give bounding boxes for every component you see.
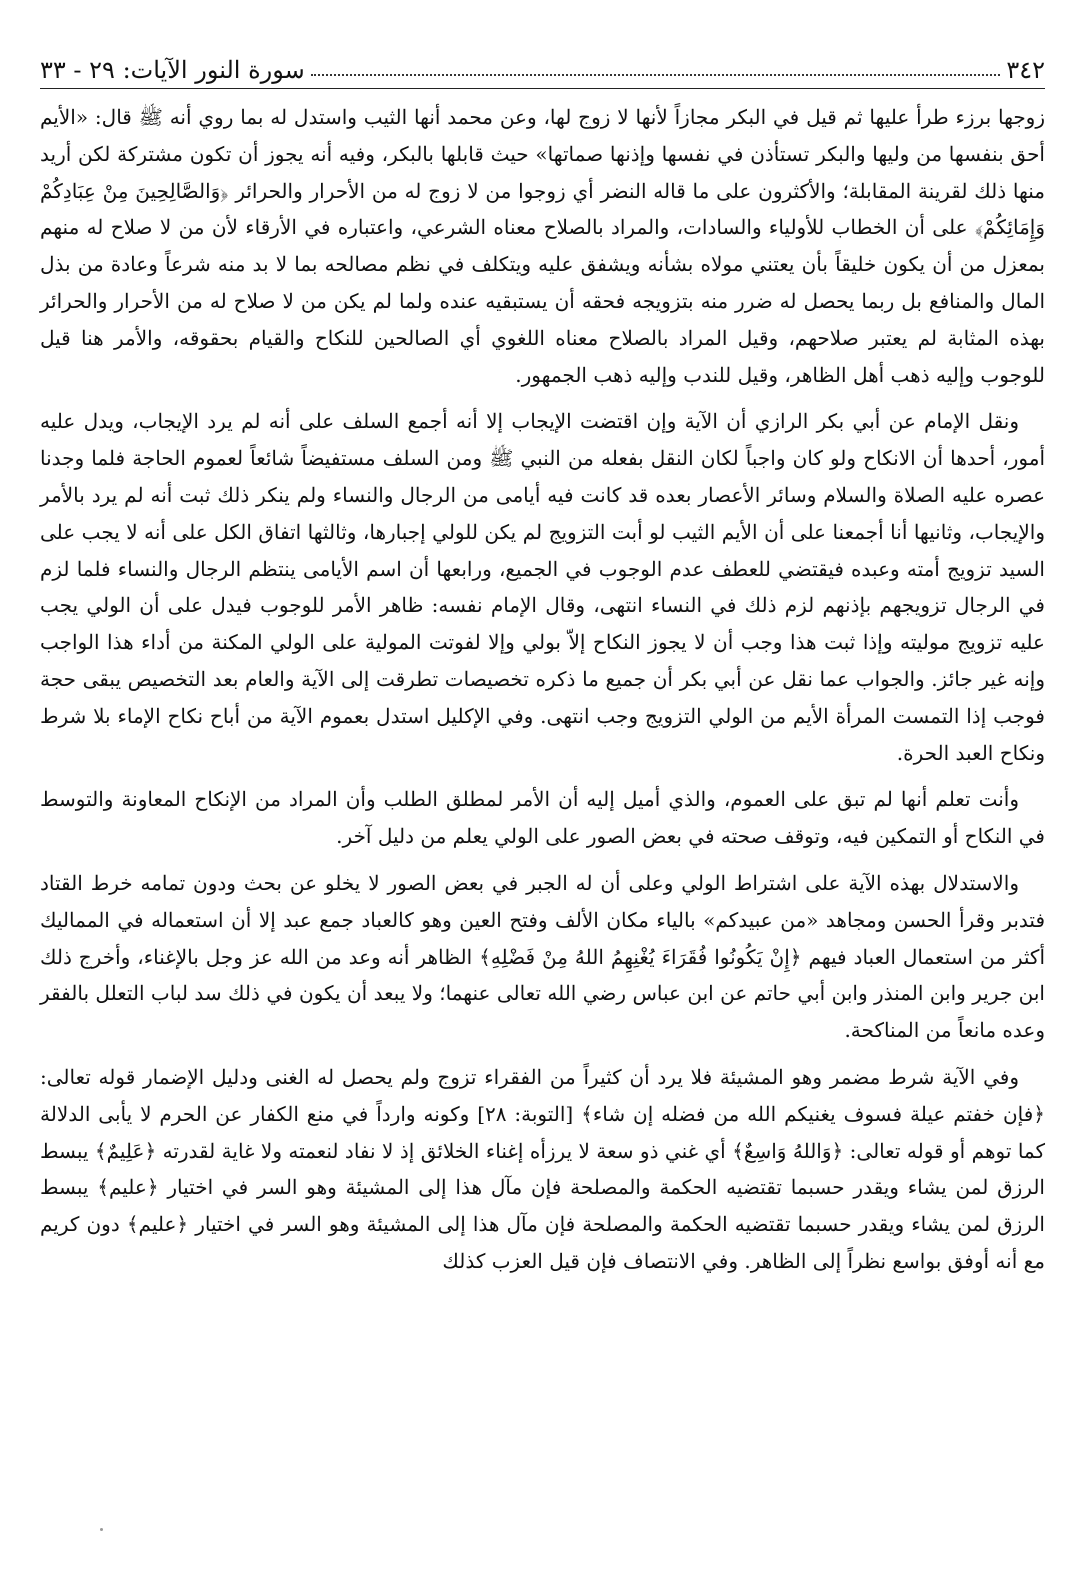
scan-speck xyxy=(100,1528,103,1531)
header-leader-dots xyxy=(311,74,1001,76)
paragraph-3: وأنت تعلم أنها لم تبق على العموم، والذي أميل إليه أن الأمر لمطلق الطلب وأن المراد من الإنكاح المعاونة والتوسط في النكاح أو التمكين فيه، وتوقف صحته في بعض الصور على الولي يعلم من دليل آخر. xyxy=(40,787,1045,849)
book-page xyxy=(40,40,1045,1290)
paragraph-1: زوجها برزء طرأ عليها ثم قيل في البكر مجازاً لأنها لا زوج لها، وعن محمد أنها الثيب واستدل له بما روي أنه ﷺ قال: «الأيم أحق بنفسها من وليها والبكر تستأذن في نفسها وإذنها صماتها» حيث قابلها بالبكر، وفيه أنه يجوز أن تكون مشتركة لكن أريد منها ذلك لقرينة المقابلة؛ والأكثرون على ما قاله النضر أي زوجوا من لا زوج له من الأحرار والحرائر ﴿وَالصَّالِحِينَ مِنْ عِبَادِكُمْ وَإِمَائِكُمْ﴾ على أن الخطاب للأولياء والسادات، والمراد بالصلاح معناه الشرعي، واعتباره في الأرقاء لأن من لا صلاح له منهم بمعزل من أن يكون خليقاً بأن يعتني مولاه بشأنه ويشفق عليه ويتكلف في نظم مصالحه بما لا بد منه شرعاً وعادة من بذل المال والمنافع بل ربما يحصل له ضرر منه بتزويجه فحقه أن يستبقيه عنده ولما لم يكن من لا صلاح له من الأحرار والحرائر بهذه المثابة لم يعتبر صلاحهم، وقيل المراد بالصلاح معناه اللغوي أي الصالحين للنكاح والقيام بحقوقه، والأمر هنا قيل للوجوب وإليه ذهب أهل الظاهر، وقيل للندب وإليه ذهب الجمهور. xyxy=(40,105,1045,387)
running-header xyxy=(40,40,1045,89)
page-number: ٣٤٢ xyxy=(1006,56,1045,84)
surah-title: سورة النور الآيات: ٢٩ - ٣٣ xyxy=(40,56,305,84)
paragraph-5: وفي الآية شرط مضمر وهو المشيئة فلا يرد أن كثيراً من الفقراء تزوج ولم يحصل له الغنى ودليل الإضمار قوله تعالى: ﴿فإن خفتم عيلة فسوف يغنيكم الله من فضله إن شاء﴾ [التوبة: ٢٨] وكونه وارداً في منع الكفار عن الحرم لا يأبى الدلالة كما توهم أو قوله تعالى: ﴿وَاللهُ وَاسِعٌ﴾ أي غني ذو سعة لا يرزأه إغناء الخلائق إذ لا نفاد لنعمته ولا غاية لقدرته ﴿عَلِيمٌ﴾ يبسط الرزق لمن يشاء ويقدر حسبما تقتضيه الحكمة والمصلحة فإن مآل هذا إلى المشيئة وهو السر في اختيار ﴿عليم﴾ يبسط الرزق لمن يشاء ويقدر حسبما تقتضيه الحكمة والمصلحة فإن مآل هذا إلى المشيئة وهو السر في اختيار ﴿عليم﴾ دون كريم مع أنه أوفق بواسع نظراً إلى الظاهر. وفي الانتصاف فإن قيل العزب كذلك xyxy=(40,1064,1046,1273)
paragraph-2: ونقل الإمام عن أبي بكر الرازي أن الآية وإن اقتضت الإيجاب إلا أنه أجمع السلف على أنه لم يرد الإيجاب، ويدل عليه أمور، أحدها أن الانكاح ولو كان واجباً لكان النقل بفعله من النبي ﷺ ومن السلف مستفيضاً شائعاً لعموم الحاجة فلما وجدنا عصره عليه الصلاة والسلام وسائر الأعصار بعده قد كانت فيه أيامى من الرجال والنساء ولم ينكر ذلك ثبت أنه لم يرد بالأمر والإيجاب، وثانيها أنا أجمعنا على أن الأيم الثيب لو أبت التزويج لم يكن للولي إجبارها، وثالثها اتفاق الكل على أنه لا يجب على السيد تزويج أمته وعبده فيقتضي للعطف عدم الوجوب في الجميع، ورابعها أن اسم الأيامى ينتظم الرجال والنساء فلما لزم في الرجال تزويجهم بإذنهم لزم ذلك في النساء انتهى، وقال الإمام نفسه: ظاهر الأمر للوجوب فيدل على أن الولي يجب عليه تزويج موليته وإذا ثبت هذا وجب أن لا يجوز النكاح إلاّ بولي وإلا لفوتت المولية على الولي المكنة من أداء هذا الواجب وإنه غير جائز. والجواب عما نقل عن أبي بكر أن جميع ما ذكره تخصيصات تطرقت إلى الآية والعام بعد التخصيص يبقى حجة فوجب إذا التمست المرأة الأيم من الولي التزويج وجب انتهى. وفي الإكليل استدل بعموم الآية من أباح نكاح الإماء بلا شرط ونكاح العبد الحرة. xyxy=(40,409,1046,765)
page-body xyxy=(40,99,1045,1280)
paragraph-4: والاستدلال بهذه الآية على اشتراط الولي وعلى أن له الجبر في بعض الصور لا يخلو عن بحث ودون تمامه خرط القتاد فتدبر وقرأ الحسن ومجاهد «من عبيدكم» بالياء مكان الألف وفتح العين وهو كالعباد جمع عبد إلا أن استعماله في المماليك أكثر من استعمال العباد فيهم ﴿إِنْ يَكُونُوا فُقَرَاءَ يُغْنِهِمُ اللهُ مِنْ فَضْلِهِ﴾ الظاهر أنه وعد من الله عز وجل بالإغناء، وأخرج ذلك ابن جرير وابن المنذر وابن أبي حاتم عن ابن عباس رضي الله تعالى عنهما؛ ولا يبعد أن يكون في ذلك سد لباب التعلل بالفقر وعده مانعاً من المناكحة. xyxy=(40,870,1045,1043)
